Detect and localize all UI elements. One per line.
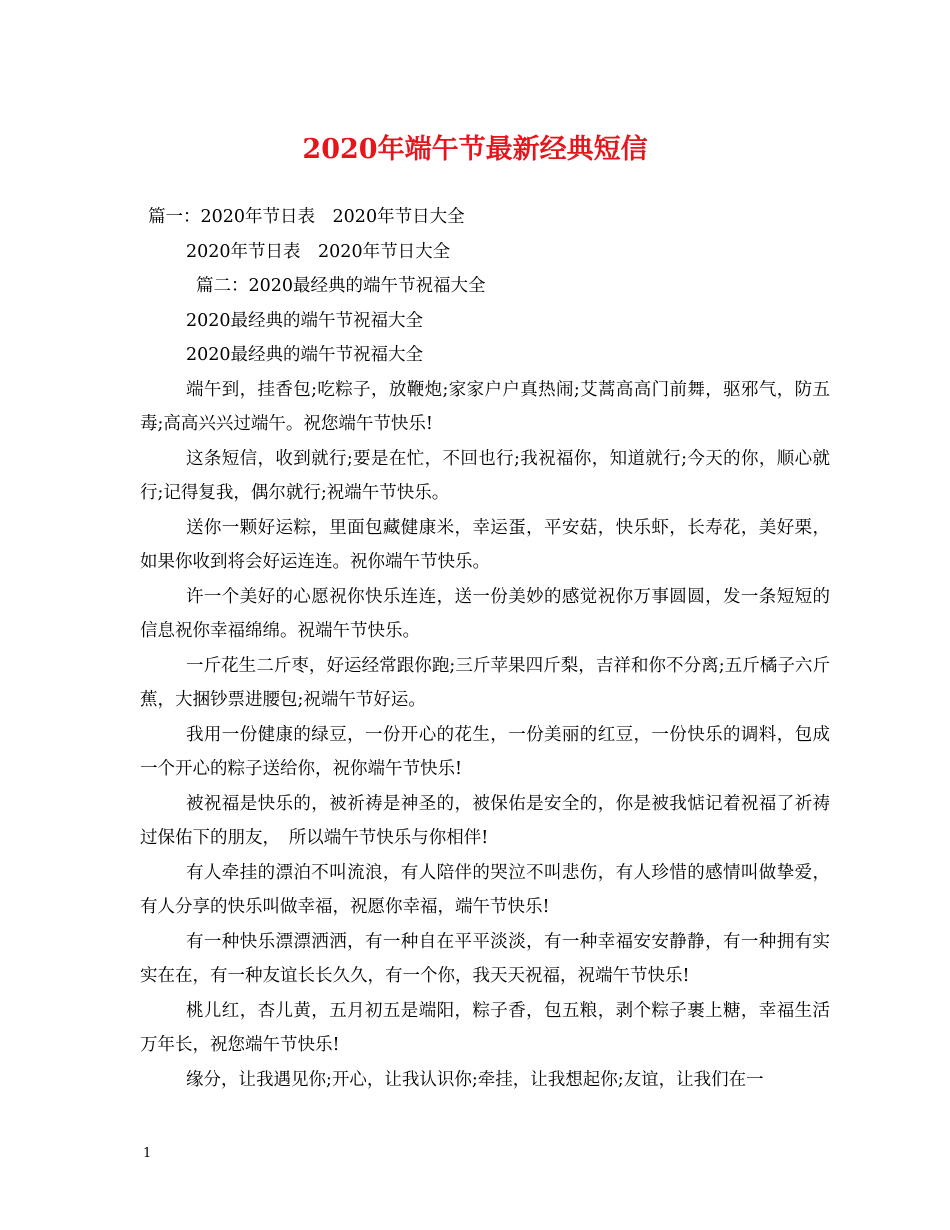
heading-line: 2020最经典的端午节祝福大全 (186, 345, 424, 365)
greeting-paragraph: 桃儿红，杏儿黄，五月初五是端阳，粽子香，包五粮，剥个粽子裹上糖，幸福生活万年长，祝您端午节快乐! (140, 1000, 830, 1055)
section-heading-1: 篇一：2020年节日表 2020年节日大全 (148, 207, 465, 227)
greeting-paragraph: 一斤花生二斤枣，好运经常跟你跑;三斤苹果四斤梨，吉祥和你不分离;五斤橘子六斤蕉，大捆钞票进腰包;祝端午节好运。 (140, 655, 830, 710)
section-heading-2: 篇二：2020最经典的端午节祝福大全 (196, 276, 486, 296)
page-number: 1 (143, 1146, 152, 1161)
greeting-paragraph: 有一种快乐漂漂洒洒，有一种自在平平淡淡，有一种幸福安安静静，有一种拥有实实在在，有一种友谊长长久久，有一个你，我天天祝福，祝端午节快乐! (140, 931, 830, 986)
document-title: 2020年端午节最新经典短信 (302, 134, 648, 165)
greeting-paragraph: 有人牵挂的漂泊不叫流浪，有人陪伴的哭泣不叫悲伤，有人珍惜的感情叫做挚爱，有人分享的快乐叫做幸福，祝愿你幸福，端午节快乐! (140, 862, 830, 917)
greeting-paragraph: 端午到，挂香包;吃粽子，放鞭炮;家家户户真热闹;艾蒿高高门前舞，驱邪气，防五毒;高高兴兴过端午。祝您端午节快乐! (140, 379, 830, 434)
heading-line: 2020年节日表 2020年节日大全 (186, 241, 451, 262)
greeting-paragraph: 被祝福是快乐的，被祈祷是神圣的，被保佑是安全的，你是被我惦记着祝福了祈祷过保佑下的朋友， 所以端午节快乐与你相伴! (140, 793, 830, 848)
document-body (140, 200, 830, 1097)
greeting-paragraph: 这条短信，收到就行;要是在忙，不回也行;我祝福你，知道就行;今天的你，顺心就行;记得复我，偶尔就行;祝端午节快乐。 (140, 448, 830, 503)
greeting-paragraph: 送你一颗好运粽，里面包藏健康米，幸运蛋，平安菇，快乐虾，长寿花，美好栗，如果你收到将会好运连连。祝你端午节快乐。 (140, 517, 830, 572)
greeting-paragraph: 缘分，让我遇见你;开心，让我认识你;牵挂，让我想起你;友谊，让我们在一 (186, 1069, 764, 1090)
greeting-paragraph: 我用一份健康的绿豆，一份开心的花生，一份美丽的红豆，一份快乐的调料，包成一个开心的粽子送给你，祝你端午节快乐! (140, 724, 830, 779)
greeting-paragraph: 许一个美好的心愿祝你快乐连连，送一份美妙的感觉祝你万事圆圆，发一条短短的信息祝你幸福绵绵。祝端午节快乐。 (140, 586, 830, 641)
heading-line: 2020最经典的端午节祝福大全 (186, 310, 424, 331)
